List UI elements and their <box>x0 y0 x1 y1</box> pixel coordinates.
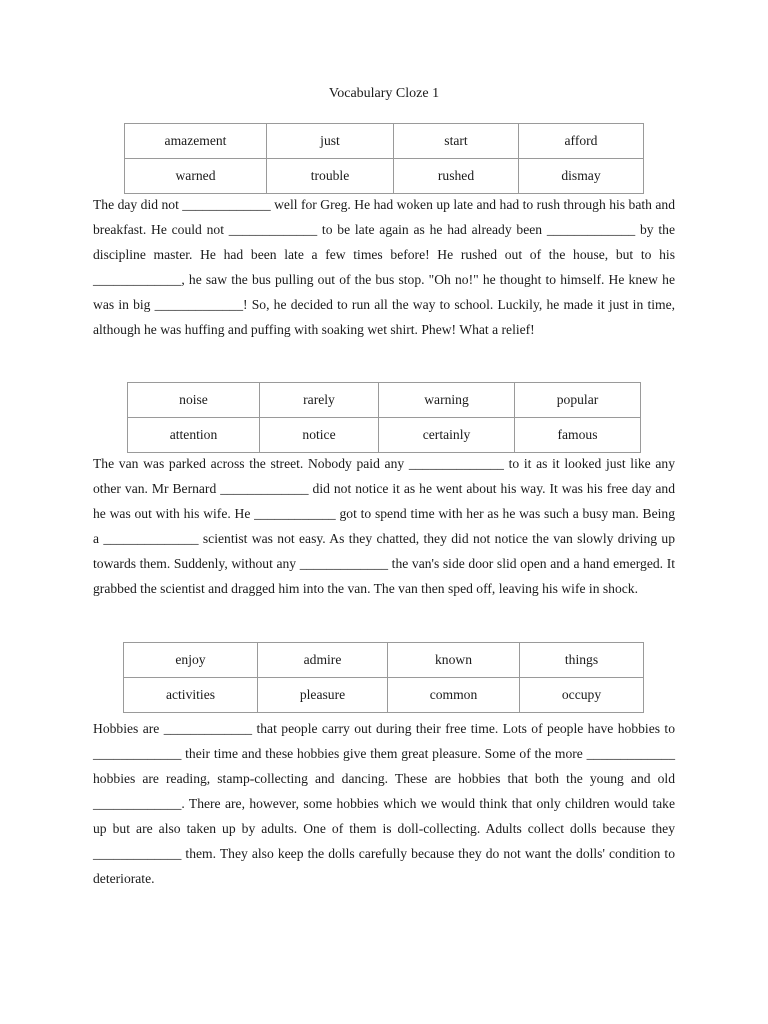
word-bank-cell: activities <box>124 678 258 713</box>
word-bank-cell: rushed <box>394 159 519 194</box>
word-bank-cell: just <box>267 124 394 159</box>
word-bank-cell: rarely <box>260 383 379 418</box>
word-bank-cell: things <box>520 643 644 678</box>
word-bank-cell: popular <box>515 383 641 418</box>
word-bank-cell: pleasure <box>258 678 388 713</box>
cloze-passage-3: Hobbies are _____________ that people carry out during their free time. Lots of people have hobbies to _____________ their time and these hobbies give them great pleasure. Some of the more _____________ hobbies are reading, stamp-collecting and dancing. These are hobbies that both the young and old _____________. There are, however, some hobbies which we would think that only children would take up but are also taken up by adults. One of them is doll-collecting. Adults collect dolls because they _____________ them. They also keep the dolls carefully because they do not want the dolls' condition to deteriorate. <box>93 721 675 886</box>
word-bank-cell: noise <box>128 383 260 418</box>
word-bank-cell: enjoy <box>124 643 258 678</box>
word-bank-cell: warned <box>125 159 267 194</box>
word-bank-2 <box>127 382 641 453</box>
word-bank-row <box>124 678 644 713</box>
word-bank-cell: known <box>388 643 520 678</box>
word-bank-3 <box>123 642 644 713</box>
word-bank-cell: famous <box>515 418 641 453</box>
word-bank-cell: attention <box>128 418 260 453</box>
word-bank-cell: notice <box>260 418 379 453</box>
worksheet-title: Vocabulary Cloze 1 <box>328 86 440 101</box>
word-bank-row <box>124 643 644 678</box>
word-bank-row <box>128 418 641 453</box>
word-bank-cell: start <box>394 124 519 159</box>
word-bank-row <box>128 383 641 418</box>
word-bank-cell: afford <box>519 124 644 159</box>
word-bank-cell: dismay <box>519 159 644 194</box>
word-bank-row <box>125 124 644 159</box>
cloze-passage-2: The van was parked across the street. Nobody paid any ______________ to it as it looked just like any other van. Mr Bernard _____________ did not notice it as he went about his way. It was his free day and he was out with his wife. He ____________ got to spend time with her as he was such a busy man. Being a ______________ scientist was not easy. As they chatted, they did not notice the van slowly driving up towards them. Suddenly, without any _____________ the van's side door slid open and a hand emerged. It grabbed the scientist and dragged him into the van. The van then sped off, leaving his wife in shock. <box>93 456 675 596</box>
word-bank-cell: amazement <box>125 124 267 159</box>
word-bank-cell: common <box>388 678 520 713</box>
word-bank-cell: trouble <box>267 159 394 194</box>
word-bank-cell: warning <box>379 383 515 418</box>
word-bank-cell: occupy <box>520 678 644 713</box>
word-bank-cell: certainly <box>379 418 515 453</box>
cloze-passage-1: The day did not _____________ well for Greg. He had woken up late and had to rush through his bath and breakfast. He could not _____________ to be late again as he had already been _____________ by the discipline master. He had been late a few times before! He rushed out of the house, but to his _____________, he saw the bus pulling out of the bus stop. "Oh no!" he thought to himself. He knew he was in big _____________! So, he decided to run all the way to school. Luckily, he made it just in time, although he was huffing and puffing with soaking wet shirt. Phew! What a relief! <box>93 197 675 337</box>
word-bank-1 <box>124 123 644 194</box>
word-bank-cell: admire <box>258 643 388 678</box>
word-bank-row <box>125 159 644 194</box>
